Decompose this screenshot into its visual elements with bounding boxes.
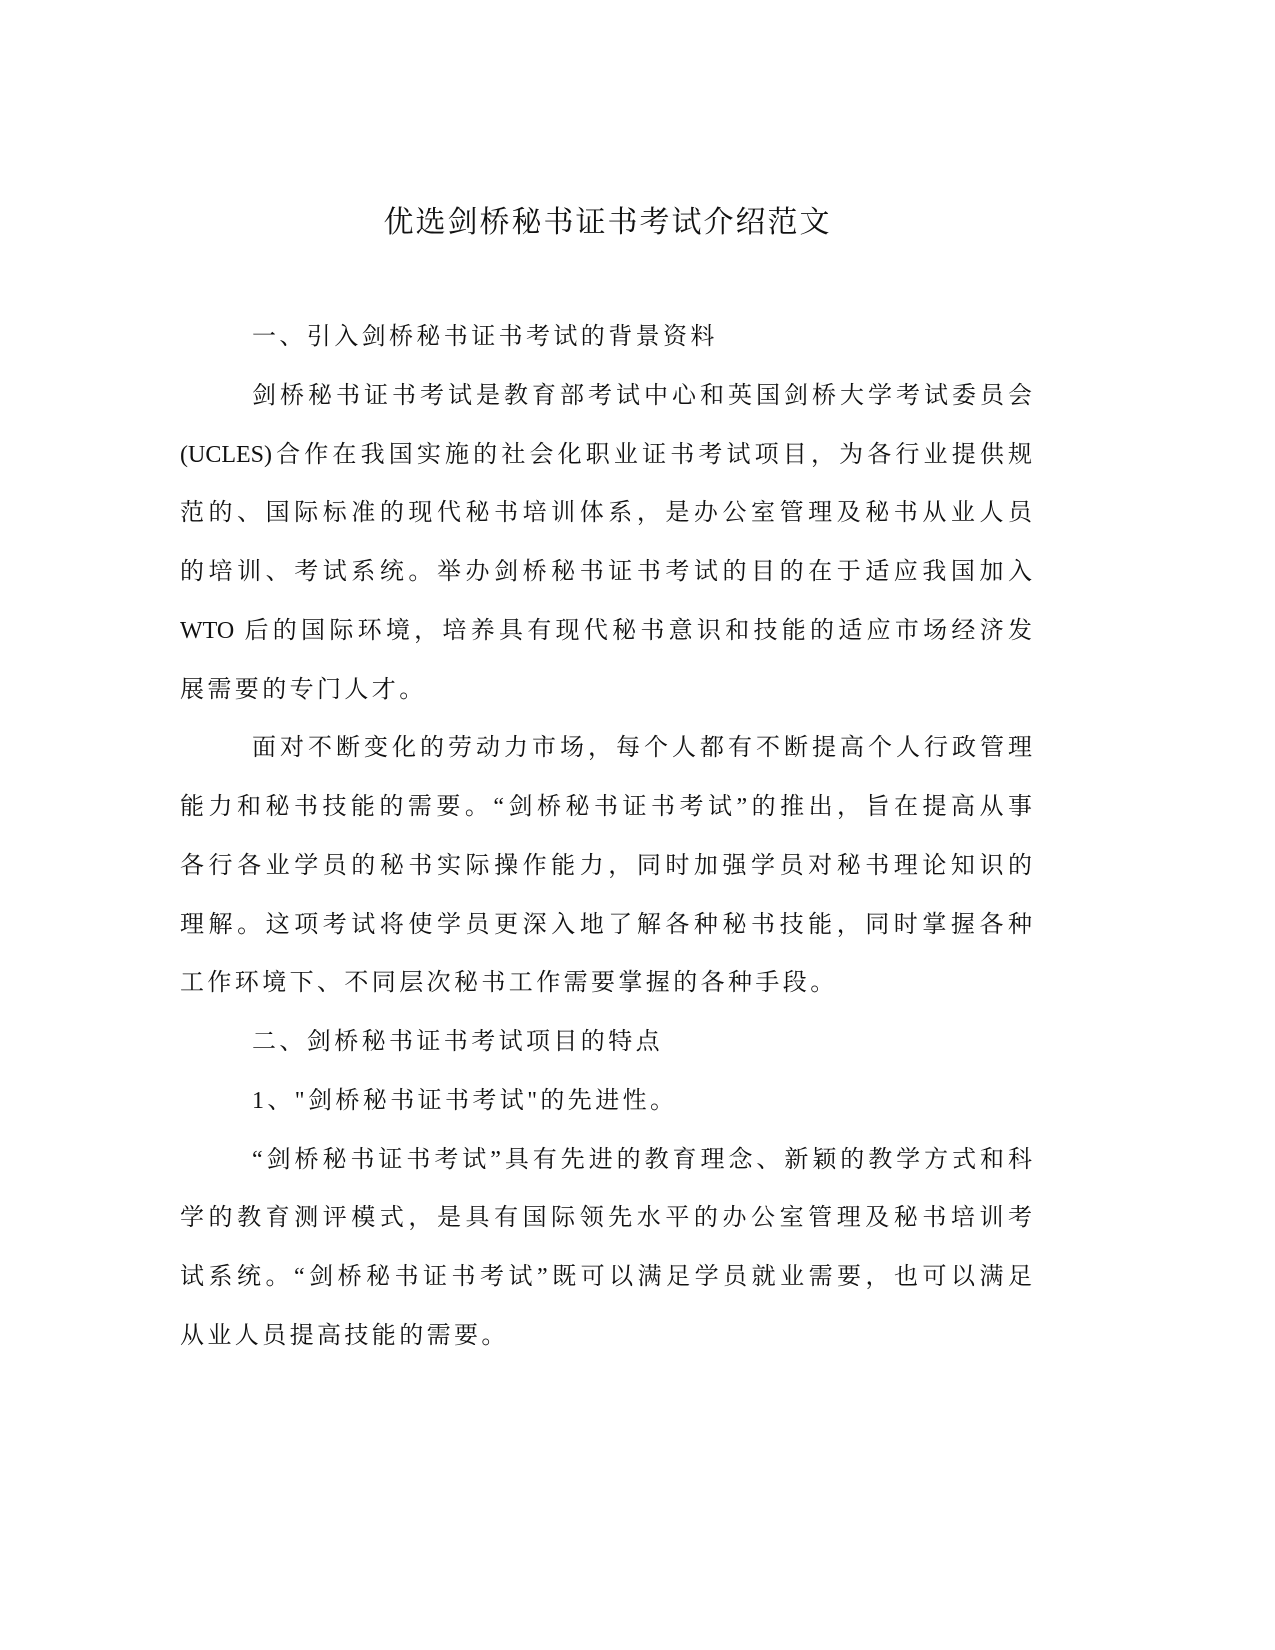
paragraph-line: 展需要的专门人才。	[180, 676, 427, 703]
paragraph-line: 学的教育测评模式，是具有国际领先水平的办公室管理及秘书培训考	[180, 1205, 1032, 1232]
paragraph-line: 的培训、考试系统。举办剑桥秘书证书考试的目的在于适应我国加入	[180, 559, 1032, 585]
paragraph-line: 能力和秘书技能的需要。“剑桥秘书证书考试”的推出，旨在提高从事	[180, 794, 1032, 820]
paragraph-line: 范的、国际标准的现代秘书培训体系，是办公室管理及秘书从业人员	[180, 500, 1032, 527]
paragraph-line: 剑桥秘书证书考试是教育部考试中心和英国剑桥大学考试委员会	[252, 382, 1032, 409]
paragraph-line: 理解。这项考试将使学员更深入地了解各种秘书技能，同时掌握各种	[180, 911, 1032, 938]
paragraph-line: “剑桥秘书证书考试”具有先进的教育理念、新颖的教学方式和科	[252, 1146, 1032, 1173]
document-body	[180, 308, 1032, 1366]
paragraph-line: 从业人员提高技能的需要。	[180, 1322, 509, 1349]
section-heading: 一、引入剑桥秘书证书考试的背景资料	[252, 324, 718, 350]
document-title: 优选剑桥秘书证书考试介绍范文	[383, 206, 832, 239]
paragraph-line: 面对不断变化的劳动力市场，每个人都有不断提高个人行政管理	[252, 735, 1032, 762]
paragraph-line: 各行各业学员的秘书实际操作能力，同时加强学员对秘书理论知识的	[180, 852, 1032, 879]
paragraph-line: (UCLES)合作在我国实施的社会化职业证书考试项目，为各行业提供规	[180, 441, 1032, 468]
paragraph-line: 试系统。“剑桥秘书证书考试”既可以满足学员就业需要，也可以满足	[180, 1264, 1032, 1290]
paragraph-line: 工作环境下、不同层次秘书工作需要掌握的各种手段。	[180, 970, 838, 997]
section-heading: 二、剑桥秘书证书考试项目的特点	[252, 1029, 663, 1055]
subsection-heading: 1、"剑桥秘书证书考试"的先进性。	[252, 1087, 678, 1114]
paragraph-line: WTO 后的国际环境，培养具有现代秘书意识和技能的适应市场经济发	[180, 617, 1032, 644]
